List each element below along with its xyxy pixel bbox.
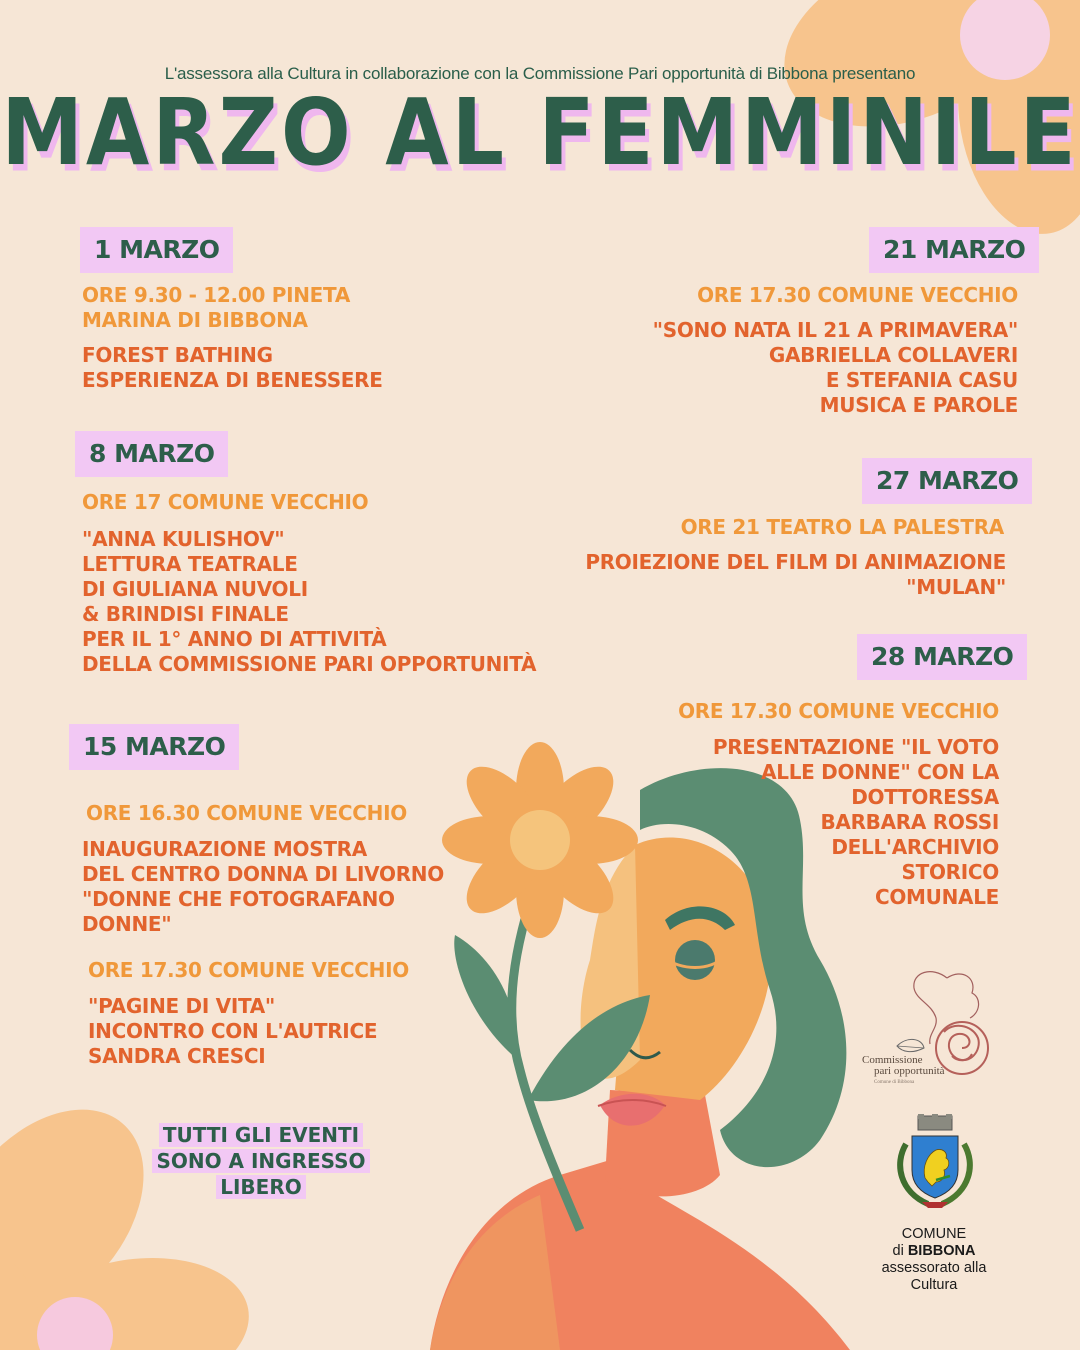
text-line: LETTURA TEATRALE [82,552,298,576]
text-line: "SONO NATA IL 21 A PRIMAVERA" [652,318,1018,342]
event-27-marzo-description [585,550,1006,600]
text-line: "PAGINE DI VITA" [88,994,276,1018]
event-1-marzo-description [82,343,383,393]
text-line: "DONNE CHE FOTOGRAFANO [82,887,395,911]
free-entry-note [150,1122,372,1200]
event-28-marzo-description [713,735,999,910]
text-line: di [892,1243,908,1259]
text-line: DELL'ARCHIVIO [831,835,999,859]
text-line: ESPERIENZA DI BENESSERE [82,368,383,392]
text-line: "MULAN" [906,575,1006,599]
text-line: assessorato alla [881,1260,987,1276]
text-line: DELLA COMMISSIONE PARI OPPORTUNITÀ [82,652,537,676]
event-15-marzo-time-1 [86,801,407,826]
event-15-marzo-description-2 [88,994,377,1069]
text-line: & BRINDISI FINALE [82,602,289,626]
text-line: PRESENTAZIONE "IL VOTO [712,735,999,759]
text-line: Comune di Bibbona [874,1080,915,1085]
text-line: pari opportunità [874,1065,945,1077]
text-line: ORE 21 TEATRO LA PALESTRA [680,515,1004,539]
text-line: GABRIELLA COLLAVERI [768,343,1018,367]
event-15-marzo-time-2 [88,958,409,983]
text-line: BARBARA ROSSI [820,810,999,834]
date-badge-21-marzo: 21 MARZO [869,227,1039,273]
date-badge-8-marzo: 8 MARZO [75,431,228,477]
event-21-marzo-time [697,283,1018,308]
comune-bibbona-label [852,1226,1016,1294]
text-line: MARINA DI BIBBONA [82,308,308,332]
commission-logo-text [862,1055,945,1088]
text-line: Commissione [862,1054,923,1066]
text-line: COMUNE [901,1226,967,1242]
event-27-marzo-time [681,515,1004,540]
text-line: COMUNALE [874,885,999,909]
page-title: MARZO AL FEMMINILE [1,80,1079,187]
text-line: INAUGURAZIONE MOSTRA [82,837,367,861]
text-line: PER IL 1° ANNO DI ATTIVITÀ [82,627,387,651]
text-line: DI GIULIANA NUVOLI [82,577,308,601]
text-line: TUTTI GLI EVENTI [159,1123,363,1147]
text-line: PROIEZIONE DEL FILM DI ANIMAZIONE [585,550,1006,574]
text-line: ORE 17.30 COMUNE VECCHIO [697,283,1018,307]
event-21-marzo-description [653,318,1018,418]
text-line: ORE 17.30 COMUNE VECCHIO [678,699,999,723]
event-28-marzo-time [678,699,999,724]
event-8-marzo-time [82,490,368,515]
date-badge-1-marzo: 1 MARZO [80,227,233,273]
text-line: SONO A INGRESSO [152,1149,369,1173]
text-line: ORE 9.30 - 12.00 PINETA [82,283,350,307]
date-badge-15-marzo: 15 MARZO [69,724,239,770]
date-badge-27-marzo: 27 MARZO [862,458,1032,504]
text-line: INCONTRO CON L'AUTRICE [88,1019,378,1043]
bottom-left-flower [0,1072,260,1350]
event-15-marzo-description-1 [82,837,444,937]
text-line: ALLE DONNE" CON LA [761,760,999,784]
text-line: SANDRA CRESCI [88,1044,266,1068]
text-line: BIBBONA [907,1243,976,1259]
text-line: ORE 16.30 COMUNE VECCHIO [86,801,407,825]
date-badge-28-marzo: 28 MARZO [857,634,1027,680]
bibbona-coat-of-arms-icon [892,1114,978,1212]
text-line: DOTTORESSA [851,785,999,809]
text-line: Cultura [910,1277,958,1293]
event-8-marzo-description [82,527,536,677]
text-line: LIBERO [216,1175,306,1199]
event-1-marzo-time [82,283,350,333]
text-line: ORE 17 COMUNE VECCHIO [82,490,369,514]
intro-text: L'assessora alla Cultura in collaborazione con la Commissione Pari opportunità di Bibbona presentano [164,64,916,83]
text-line: ORE 17.30 COMUNE VECCHIO [88,958,409,982]
text-line: E STEFANIA CASU [825,368,1018,392]
text-line: "ANNA KULISHOV" [82,527,285,551]
text-line: FOREST BATHING [82,343,273,367]
text-line: MUSICA E PAROLE [819,393,1018,417]
text-line: DONNE" [82,912,172,936]
text-line: DEL CENTRO DONNA DI LIVORNO [82,862,444,886]
text-line: STORICO [901,860,999,884]
